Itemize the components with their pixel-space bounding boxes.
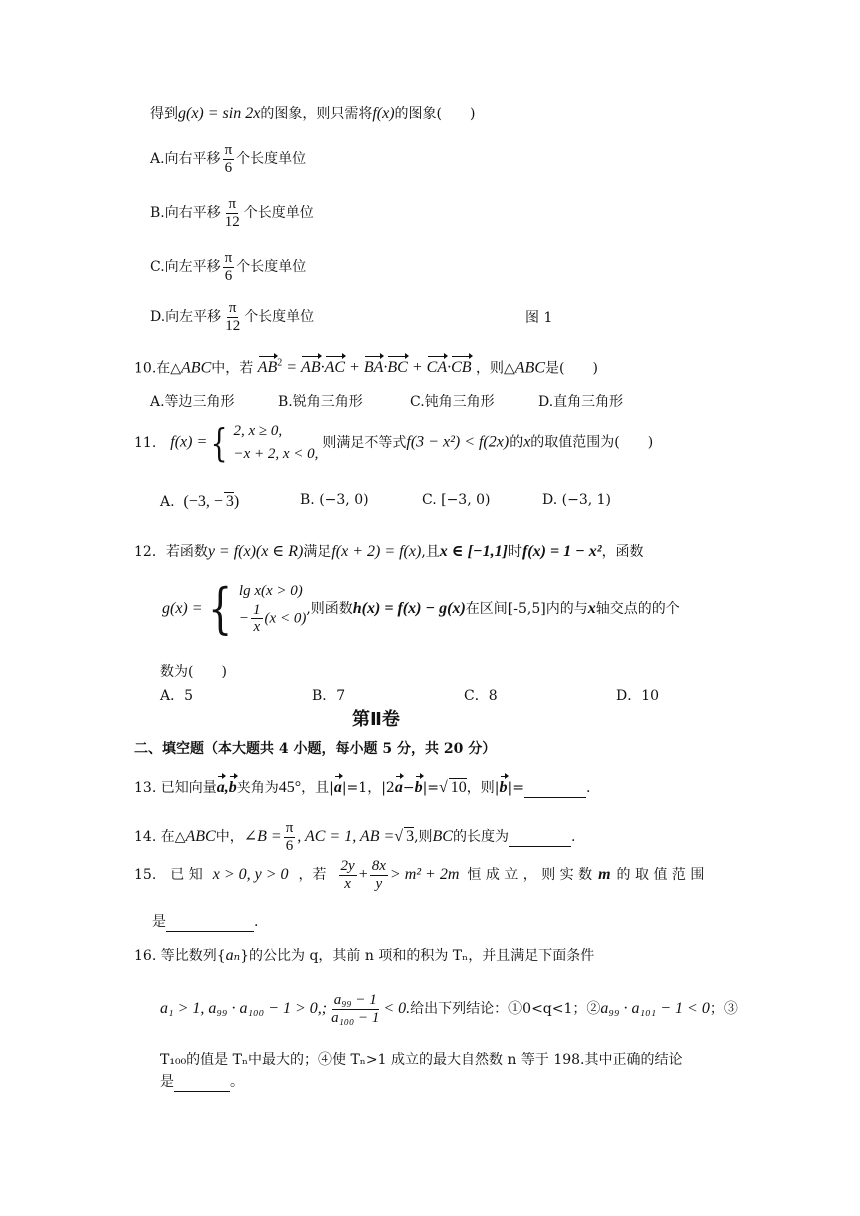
q12-mid1: 满足 — [303, 544, 332, 560]
vector-ba: BA — [363, 359, 384, 377]
period: 。 — [230, 1074, 244, 1090]
left-brace: { — [210, 420, 228, 465]
section-heading: 二、填空题（本大题共 4 小题，每小题 5 分，共 20 分） — [134, 741, 497, 757]
q13-prefix: 13. 已知向量 — [134, 780, 217, 796]
q12-option-d: D．10 — [616, 688, 660, 704]
vector-b: b — [414, 779, 423, 796]
frac-num: 8x — [371, 858, 386, 874]
q15-tail: 恒 成 立 ， 则 实 数 — [467, 867, 593, 883]
frac-num: π — [228, 196, 237, 212]
option-label: A.向右平移 — [150, 151, 221, 167]
q14-ac: , AC = 1 — [297, 828, 353, 845]
q12-y-expr: y = f(x)(x ∈ R) — [207, 543, 304, 560]
q16-cond2: < 0. — [383, 1000, 411, 1017]
q14-mid: 中， — [215, 829, 244, 845]
frac-den: 6 — [285, 837, 294, 854]
option-label: B.向右平移 — [150, 205, 221, 221]
q11-option-c: C. [−3, 0) — [422, 492, 491, 508]
sqrt-expr: 3 — [225, 493, 234, 510]
q10-mid: 中，若 — [211, 360, 254, 377]
angle-b: ∠B = — [243, 828, 282, 845]
q14 — [134, 820, 575, 854]
q16-line4-text: 是 — [160, 1074, 174, 1090]
frac-den: 12 — [225, 317, 241, 334]
option-tail: 个长度单位 — [236, 151, 307, 167]
period: . — [585, 780, 591, 796]
option-label: C.向左平移 — [150, 259, 221, 275]
q13-mid3: |=1，|2 — [341, 780, 395, 796]
vector-ac: AC — [324, 359, 346, 377]
q16-c2: a₉₉ · a₁₀₁ − 1 < 0 — [600, 1000, 710, 1017]
q9-g-expr: g(x) = sin 2x — [178, 105, 261, 122]
q11-option-d: D. (−3, 1) — [542, 492, 611, 508]
frac-den: 12 — [224, 213, 240, 230]
frac-num: π — [224, 250, 233, 266]
triangle-name: ABC — [181, 359, 212, 377]
q9-option-c — [150, 250, 306, 284]
q15-cond: x > 0, y > 0 — [212, 866, 289, 883]
var-m: m — [598, 866, 611, 883]
frac-num: 1 — [253, 601, 261, 618]
vector-cb: CB — [451, 359, 472, 377]
sequence-a-n: aₙ — [225, 947, 241, 964]
q16-prefix: 16. 等比数列{ — [134, 948, 226, 964]
frac-den: 6 — [224, 267, 233, 284]
q12-tail: 数为( ) — [160, 664, 227, 680]
q15-mid: ，若 — [298, 867, 327, 883]
sqrt-expr: √ 3 — [394, 828, 415, 845]
triangle-name: ABC — [514, 359, 545, 377]
q12-mid5: ,则函数 — [306, 601, 353, 617]
q9-stem — [150, 104, 475, 123]
q16-line3: T₁₀₀的值是 Tₙ中最大的；④使 Tₙ>1 成立的最大自然数 n 等于 198.其中正确的结论 — [160, 1052, 683, 1068]
vector-a: a — [394, 779, 403, 796]
vector-bc: BC — [387, 359, 408, 377]
answer-blank[interactable] — [524, 780, 586, 798]
q14-tail: 的长度为 — [452, 829, 509, 845]
q13-mid6: ，则| — [466, 780, 500, 796]
q11-fx: f(x) = — [170, 433, 208, 451]
sqrt-expr: √ 10 — [439, 779, 467, 796]
q10-stem — [134, 358, 598, 378]
answer-blank[interactable] — [509, 829, 571, 847]
q12-option-a: A．5 — [160, 688, 194, 704]
plus-sign: + — [358, 866, 368, 883]
fraction — [251, 602, 263, 636]
q13 — [134, 778, 590, 798]
q12-hx: h(x) = f(x) − g(x) — [352, 600, 466, 617]
q12-gx: g(x) = — [162, 600, 203, 617]
q12-prefix: 12．若函数 — [134, 544, 208, 560]
q15-inequality: > m² + 2m — [389, 866, 460, 883]
q12-stem-line1 — [134, 542, 644, 561]
q12-mid6: 在区间[-5,5]内的与 — [465, 601, 588, 617]
q15-line2 — [152, 914, 258, 932]
frac-den: x — [253, 619, 261, 636]
q13-tail: |= — [507, 780, 524, 796]
q15-line1 — [134, 858, 704, 892]
fraction — [329, 992, 381, 1026]
q15-tail2: 的 取 值 范 围 — [616, 867, 705, 883]
q16-line1 — [134, 946, 594, 965]
fraction — [284, 820, 296, 854]
period: . — [570, 829, 576, 845]
vector-ab: AB — [301, 359, 321, 377]
vector-a: a — [333, 779, 342, 796]
q16-cond1: a₁ > 1, a₉₉ · a₁₀₀ − 1 > 0,; — [160, 1000, 328, 1017]
q13-angle: 45° — [278, 779, 302, 796]
vector-a: a — [216, 779, 225, 796]
q15-line2-text: 是 — [152, 914, 166, 930]
q12-fdef: f(x) = 1 − x² — [521, 543, 602, 560]
figure-caption: 图 1 — [525, 310, 553, 326]
vector-ab: AB — [257, 359, 278, 377]
frac-num: π — [228, 300, 237, 316]
vector-ca: CA — [426, 359, 448, 377]
q16-line2 — [160, 992, 738, 1026]
q13-mid2: ，且| — [301, 780, 334, 796]
case-1: 2, x ≥ 0, — [233, 423, 283, 439]
option-label: A. — [160, 494, 175, 510]
q14-prefix: 14. 在△ — [134, 829, 186, 845]
option-expr: (−3, − — [183, 493, 223, 510]
fraction — [223, 142, 235, 176]
q13-mid: 夹角为 — [236, 780, 279, 796]
frac-den: a₁₀₀ − 1 — [331, 1009, 380, 1026]
q9-option-d — [150, 300, 314, 334]
frac-num: π — [224, 142, 233, 158]
piecewise-cases — [233, 420, 318, 465]
q10-tail2: 是( ) — [545, 360, 598, 377]
case-2 — [239, 602, 306, 636]
q11-tail-pre: 的 — [509, 434, 524, 451]
frac-num: a₉₉ − 1 — [333, 992, 377, 1008]
q11-number: 11. — [134, 434, 157, 451]
q11-option-b: B. (−3, 0) — [300, 492, 369, 508]
frac-num: π — [285, 820, 294, 836]
q9-text-post: 的图象( ) — [394, 106, 476, 122]
fraction — [339, 858, 357, 892]
q12-mid4: ，函数 — [601, 544, 644, 560]
option-close: ) — [233, 493, 240, 510]
option-tail: 个长度单位 — [243, 205, 314, 221]
case-2-condition: (x < 0) — [264, 610, 307, 627]
q15-prefix: 15. 已 知 — [134, 867, 203, 883]
q9-f-expr: f(x) — [372, 105, 395, 122]
answer-blank[interactable] — [174, 1074, 230, 1092]
q13-vectors: a,b — [216, 779, 237, 796]
fraction — [370, 858, 388, 892]
q12-option-b: B．7 — [312, 688, 346, 704]
q16-mid2: 给出下列结论：①0<q<1；② — [410, 1001, 601, 1017]
q10-option-d: D.直角三角形 — [538, 394, 624, 410]
q12-mid3: 时 — [507, 544, 522, 560]
case-1: lg x(x > 0) — [238, 583, 303, 600]
left-brace: { — [207, 577, 232, 640]
var-x: x — [523, 433, 531, 451]
q9-option-b — [150, 196, 314, 230]
q9-option-a — [150, 142, 306, 176]
option-tail: 个长度单位 — [236, 259, 307, 275]
vector-b: b — [228, 779, 237, 796]
q16-mid3: ；③ — [709, 1001, 738, 1017]
q13-mid5: |= — [422, 780, 440, 796]
q11-tail: 的取值范围为( ) — [530, 434, 654, 451]
q11-option-a — [160, 492, 239, 511]
q16-mid: }的公比为 q，其前 n 项和的积为 Tₙ，并且满足下面条件 — [240, 948, 595, 964]
q11-mid: 则满足不等式 — [322, 434, 407, 451]
var-x: x — [587, 600, 596, 617]
frac-den: 6 — [224, 159, 233, 176]
q12-domain: x ∈ [−1,1] — [439, 543, 508, 560]
fraction — [223, 300, 242, 334]
q10-option-b: B.锐角三角形 — [278, 394, 363, 410]
vector-equation: $AB^2 = AB\cdot AC + BA\cdot BC + CA\cdot CB$ — [257, 358, 472, 377]
case-2: −x + 2, x < 0, — [233, 445, 319, 462]
q11-inequality: f(3 − x²) < f(2x) — [406, 433, 510, 451]
q10-prefix: 10.在△ — [134, 360, 182, 377]
q12-mid7: 轴交点的的个 — [595, 601, 680, 617]
q11-stem — [134, 420, 653, 465]
segment-bc: BC — [432, 828, 453, 845]
option-tail: 个长度单位 — [244, 309, 315, 325]
fraction — [223, 196, 242, 230]
frac-den: y — [375, 875, 383, 892]
triangle-name: ABC — [185, 828, 216, 845]
q12-period: f(x + 2) = f(x) — [331, 543, 422, 560]
frac-den: x — [344, 875, 351, 892]
q10-option-c: C.钝角三角形 — [410, 394, 495, 410]
q10-tail: ，则△ — [476, 360, 515, 377]
period: . — [254, 914, 259, 930]
q9-text: 得到 — [150, 106, 178, 122]
q16-line4 — [160, 1074, 244, 1092]
sqrt-radicand: 10 — [450, 779, 467, 796]
q9-text-mid: 的图象，则只需将 — [260, 106, 373, 122]
q12-mid2: ,且 — [421, 544, 440, 560]
sqrt-radicand: 3 — [406, 828, 415, 845]
q14-ab: , AB = — [352, 828, 395, 845]
q13-mid4: − — [402, 780, 415, 796]
piecewise-cases — [239, 582, 306, 636]
part-title: 第Ⅱ卷 — [352, 709, 400, 730]
vector-b: b — [499, 779, 508, 796]
option-label: D.向左平移 — [150, 309, 222, 325]
fraction — [223, 250, 235, 284]
q10-option-a: A.等边三角形 — [150, 394, 235, 410]
q12-stem-line2 — [162, 577, 680, 640]
answer-blank[interactable] — [166, 914, 254, 932]
q14-mid4: ,则 — [414, 829, 433, 845]
q12-option-c: C．8 — [464, 688, 498, 704]
frac-num: 2y — [340, 858, 355, 874]
minus-sign: − — [238, 610, 250, 627]
